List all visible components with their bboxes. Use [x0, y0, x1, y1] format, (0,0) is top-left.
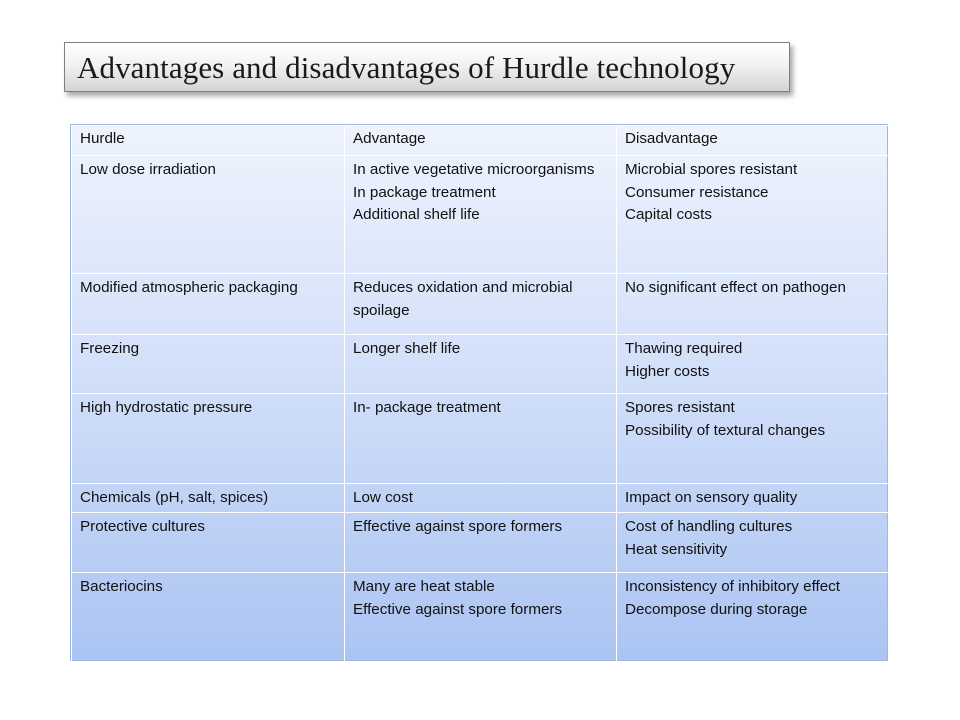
table-row	[72, 394, 890, 484]
hurdle-name: Freezing	[80, 340, 140, 357]
disadvantage-line: Capital costs	[625, 206, 712, 223]
disadvantage-line: Heat sensitivity	[625, 540, 728, 558]
disadvantage-line: Decompose during storage	[625, 600, 808, 618]
advantage-line: Additional shelf life	[353, 206, 480, 223]
disadvantage-cell	[617, 484, 890, 513]
advantage-line: In- package treatment	[353, 399, 501, 416]
hurdle-name: Chemicals (pH, salt, spices)	[80, 489, 269, 506]
title-box	[64, 42, 790, 92]
disadvantage-line: Cost of handling cultures	[625, 518, 793, 535]
disadvantage-cell	[617, 513, 890, 573]
header-advantage: Advantage	[345, 126, 617, 156]
advantage-cell	[345, 335, 617, 394]
hurdle-table-container	[70, 124, 888, 661]
advantage-line: In active vegetative microorganisms	[353, 161, 595, 178]
disadvantage-cell	[617, 335, 890, 394]
disadvantage-line: Inconsistency of inhibitory effect	[625, 578, 840, 595]
advantage-cell	[345, 274, 617, 335]
advantage-line: In package treatment	[353, 183, 496, 201]
advantage-line: Many are heat stable	[353, 578, 495, 595]
table-row	[72, 484, 890, 513]
slide-title: Advantages and disadvantages of Hurdle technology	[77, 50, 736, 85]
disadvantage-line: Higher costs	[625, 362, 710, 380]
hurdle-name: Protective cultures	[80, 518, 205, 535]
header-disadvantage: Disadvantage	[617, 126, 890, 156]
table-row	[72, 156, 890, 274]
header-hurdle: Hurdle	[72, 126, 345, 156]
hurdle-cell	[72, 335, 345, 394]
hurdle-cell	[72, 274, 345, 335]
disadvantage-line: Possibility of textural changes	[625, 421, 826, 439]
hurdle-cell	[72, 156, 345, 274]
hurdle-name: Low dose irradiation	[80, 161, 216, 178]
disadvantage-cell	[617, 573, 890, 663]
disadvantage-line: Microbial spores resistant	[625, 161, 798, 178]
hurdle-cell	[72, 573, 345, 663]
hurdle-cell	[72, 513, 345, 573]
hurdle-table	[71, 125, 890, 663]
advantage-cell	[345, 394, 617, 484]
advantage-cell	[345, 573, 617, 663]
hurdle-cell	[72, 484, 345, 513]
advantage-line: Low cost	[353, 489, 413, 506]
table-row	[72, 274, 890, 335]
advantage-line: Effective against spore formers	[353, 518, 563, 535]
hurdle-name: Bacteriocins	[80, 578, 163, 595]
advantage-line: Reduces oxidation and microbial spoilage	[353, 279, 573, 319]
hurdle-cell	[72, 394, 345, 484]
disadvantage-line: Spores resistant	[625, 399, 735, 416]
disadvantage-line: Impact on sensory quality	[625, 489, 798, 506]
table-header-row	[72, 126, 890, 156]
advantage-line: Effective against spore formers	[353, 600, 563, 618]
table-row	[72, 573, 890, 663]
disadvantage-cell	[617, 274, 890, 335]
disadvantage-cell	[617, 156, 890, 274]
table-row	[72, 335, 890, 394]
advantage-cell	[345, 484, 617, 513]
hurdle-name: High hydrostatic pressure	[80, 399, 253, 416]
advantage-cell	[345, 156, 617, 274]
advantage-cell	[345, 513, 617, 573]
disadvantage-line: Consumer resistance	[625, 183, 769, 201]
disadvantage-cell	[617, 394, 890, 484]
table-row	[72, 513, 890, 573]
advantage-line: Longer shelf life	[353, 340, 461, 357]
disadvantage-line: No significant effect on pathogen	[625, 279, 846, 296]
disadvantage-line: Thawing required	[625, 340, 743, 357]
hurdle-name: Modified atmospheric packaging	[80, 279, 298, 296]
